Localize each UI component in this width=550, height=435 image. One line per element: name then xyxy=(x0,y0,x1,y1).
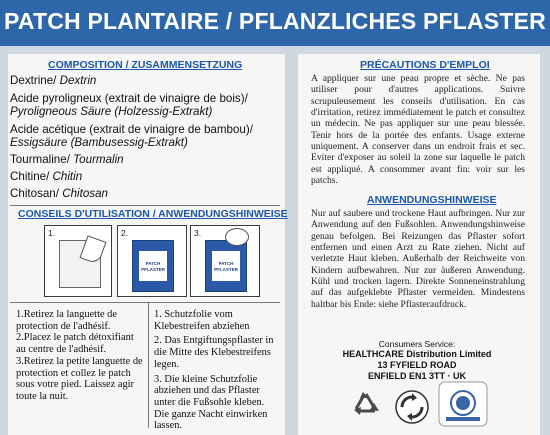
tuv-logo-icon xyxy=(438,381,488,427)
address-line-2: ENFIELD EN1 3TT · UK xyxy=(367,371,466,381)
steps-de xyxy=(154,309,278,432)
composition-line: Tourmaline/ Tourmalin xyxy=(10,153,124,166)
composition-line: Dextrine/ Dextrin xyxy=(10,74,97,87)
section-divider xyxy=(10,302,280,303)
step-de-1: 1. Schutzfolie vom Klebestreifen abziehen xyxy=(154,309,250,332)
patch-illustration: PATCH PFLASTER xyxy=(205,240,247,292)
composition-line: Pyroligneous Säure (Holzessig-Extrakt) xyxy=(10,105,213,118)
column-divider xyxy=(148,303,149,428)
company-name: HEALTHCARE Distribution Limited xyxy=(342,349,492,359)
step-fr-3: 3.Retirez la petite languette de protection et collez le patch sous votre pied. Laissez agir toute la nuit. xyxy=(16,355,143,402)
usage-heading: CONSEILS D'UTILISATION / ANWENDUNGSHINWEISE xyxy=(18,208,288,220)
product-title: PATCH PLANTAIRE / PFLANZLICHES PFLASTER xyxy=(4,8,546,34)
steps-fr xyxy=(16,309,144,403)
composition-line: Acide pyroligneux (extrait de vinaigre de bois)/ xyxy=(10,92,248,105)
step-de-2: 2. Das Entgiftungspflaster in die Mitte des Klebestreifens legen. xyxy=(154,335,274,370)
composition-line: Essigsäure (Bambusessig-Extrakt) xyxy=(10,136,188,149)
precautions-heading: PRÉCAUTIONS D'EMPLOI xyxy=(360,59,490,71)
green-dot-icon xyxy=(394,389,430,425)
composition-heading: COMPOSITION / ZUSAMMENSETZUNG xyxy=(48,59,243,71)
header-band xyxy=(0,0,550,46)
step-de-3: 3. Die kleine Schutzfolie abziehen und das Pflaster unter die Fußsohle kleben. Die ganze Nacht einwirken lassen. xyxy=(154,373,268,432)
address-line-1: 13 FYFIELD ROAD xyxy=(377,360,457,370)
step-fr-2: 2.Placez le patch détoxifiant au centre de l'adhésif. xyxy=(16,332,134,356)
precautions-text: A appliquer sur une peau propre et sèche. Ne pas utiliser pour d'autres applications. Suivre scrupuleusement les conseils d'utilisation. En cas d'irritation, retirez immédiatement le patch et consultez un médecin. Ne pas appliquer sur une peau blessée. Tenir hors de la portée des enfants. Usage externe uniquement. A conserver dans un endroit frais et sec. Eviter d'exposer au soleil la zone sur laquelle le patch est appliqué. A consommer avant fin: voir sur les patchs. xyxy=(311,73,525,187)
consumer-service-label: Consumers Service: xyxy=(378,339,456,349)
patch-illustration: PATCH PFLASTER xyxy=(132,240,174,292)
recycle-icon xyxy=(348,389,384,425)
composition-line: Acide acétique (extrait de vinaigre de bambou)/ xyxy=(10,123,253,136)
composition-line: Chitosan/ Chitosan xyxy=(10,187,108,200)
step-fr-1: 1.Retirez la languette de protection de l'adhésif. xyxy=(16,309,117,332)
step1-diagram: 1. xyxy=(44,225,112,297)
section-divider xyxy=(10,205,280,206)
anwendung-heading: ANWENDUNGSHINWEISE xyxy=(367,194,497,206)
step3-diagram: 3. PATCH PFLASTER xyxy=(190,225,260,297)
anwendung-text: Nur auf saubere und trockene Haut aufbringen. Nur zur Anwendung auf den Fußsohlen. Anwendungshinweise genau befolgen. Bei Reizungen das Pflaster sofort entfernen und einen Arzt zu Rate ziehen. Nicht auf verletzte Haut kleben. Außerhalb der Reichweite von Kindern aufbewahren. Nur zur äußeren Anwendung. Kühl und trocken lagern. Direkte Sonneneinstrahlung auf das aufgeklebte Pflaster vermeiden. Mindestens haltbar bis Ende: siehe Pflasteraufdruck. xyxy=(311,208,525,310)
step2-diagram: 2. PATCH PFLASTER xyxy=(117,225,187,297)
composition-line: Chitine/ Chitin xyxy=(10,170,83,183)
